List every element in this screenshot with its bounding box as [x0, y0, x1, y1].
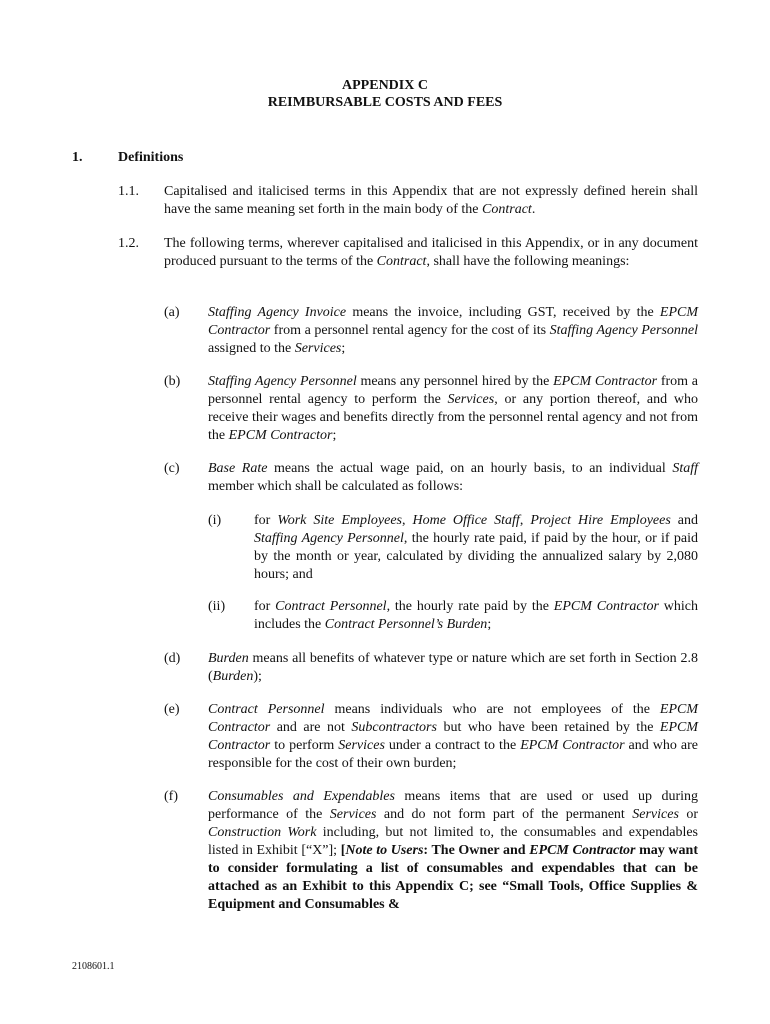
definition-text: Contract Personnel means individuals who are not employees of the EPCM Contractor and are not Subcontractors but who have been retained by the EPCM Contractor to perform Services under a contract to the EPCM Contractor and who are responsible for the cost of their own burden; [208, 702, 699, 771]
section-number: 1. [72, 150, 83, 165]
definition-text: Burden means all benefits of whatever type or nature which are set forth in Section 2.8 (Burden); [208, 651, 698, 684]
item-label: (f) [164, 789, 178, 804]
definition-text: Staffing Agency Personnel means any personnel hired by the EPCM Contractor from a personnel rental agency to perform the Services, or any portion thereof, and who receive their wages and benefits directly from the personnel rental agency and not from the EPCM Contractor; [208, 374, 698, 443]
section-title: Definitions [118, 150, 184, 165]
appendix-subtitle: REIMBURSABLE COSTS AND FEES [267, 95, 503, 110]
subitem-text: for Work Site Employees, Home Office Staff, Project Hire Employees and Staffing Agency Personnel, the hourly rate paid, if paid by the hour, or if paid by the month or year, calculated by dividing the annualized salary by 2,080 hours; and [254, 513, 699, 582]
subitem-text: for Contract Personnel, the hourly rate paid by the EPCM Contractor which includes the Contract Personnel’s Burden; [254, 599, 699, 632]
item-label: (b) [164, 374, 181, 389]
definition-text: Staffing Agency Invoice means the invoice, including GST, received by the EPCM Contractor from a personnel rental agency for the cost of its Staffing Agency Personnel assigned to the Services; [208, 305, 698, 356]
document-number: 2108601.1 [72, 961, 115, 972]
clause-text: Capitalised and italicised terms in this Appendix that are not expressly defined herein shall have the same meaning set forth in the main body of the Contract. [164, 184, 698, 217]
subitem-label: (ii) [208, 599, 226, 614]
clause-number: 1.2. [118, 236, 139, 251]
clause-number: 1.1. [118, 184, 139, 199]
definition-text: Consumables and Expendables means items that are used or used up during performance of the Services and do not form part of the permanent Services or Construction Work including, but not limited to, the consumables and expendables listed in Exhibit [“X”]; [Note to Users: The Owner and EPCM Contractor may want to consider formulating a list of consumables and expendables that can be attached as an Exhibit to this Appendix C; see “Small Tools, Office Supplies & Equipment and Consumables & [208, 789, 699, 912]
appendix-title: APPENDIX C [342, 78, 428, 93]
item-label: (d) [164, 651, 181, 666]
clause-text: The following terms, wherever capitalised and italicised in this Appendix, or in any document produced pursuant to the terms of the Contract, shall have the following meanings: [164, 236, 698, 269]
definition-text: Base Rate means the actual wage paid, on an hourly basis, to an individual Staff member which shall be calculated as follows: [208, 461, 698, 494]
item-label: (c) [164, 461, 180, 476]
subitem-label: (i) [208, 513, 222, 528]
item-label: (a) [164, 305, 180, 320]
item-label: (e) [164, 702, 180, 717]
